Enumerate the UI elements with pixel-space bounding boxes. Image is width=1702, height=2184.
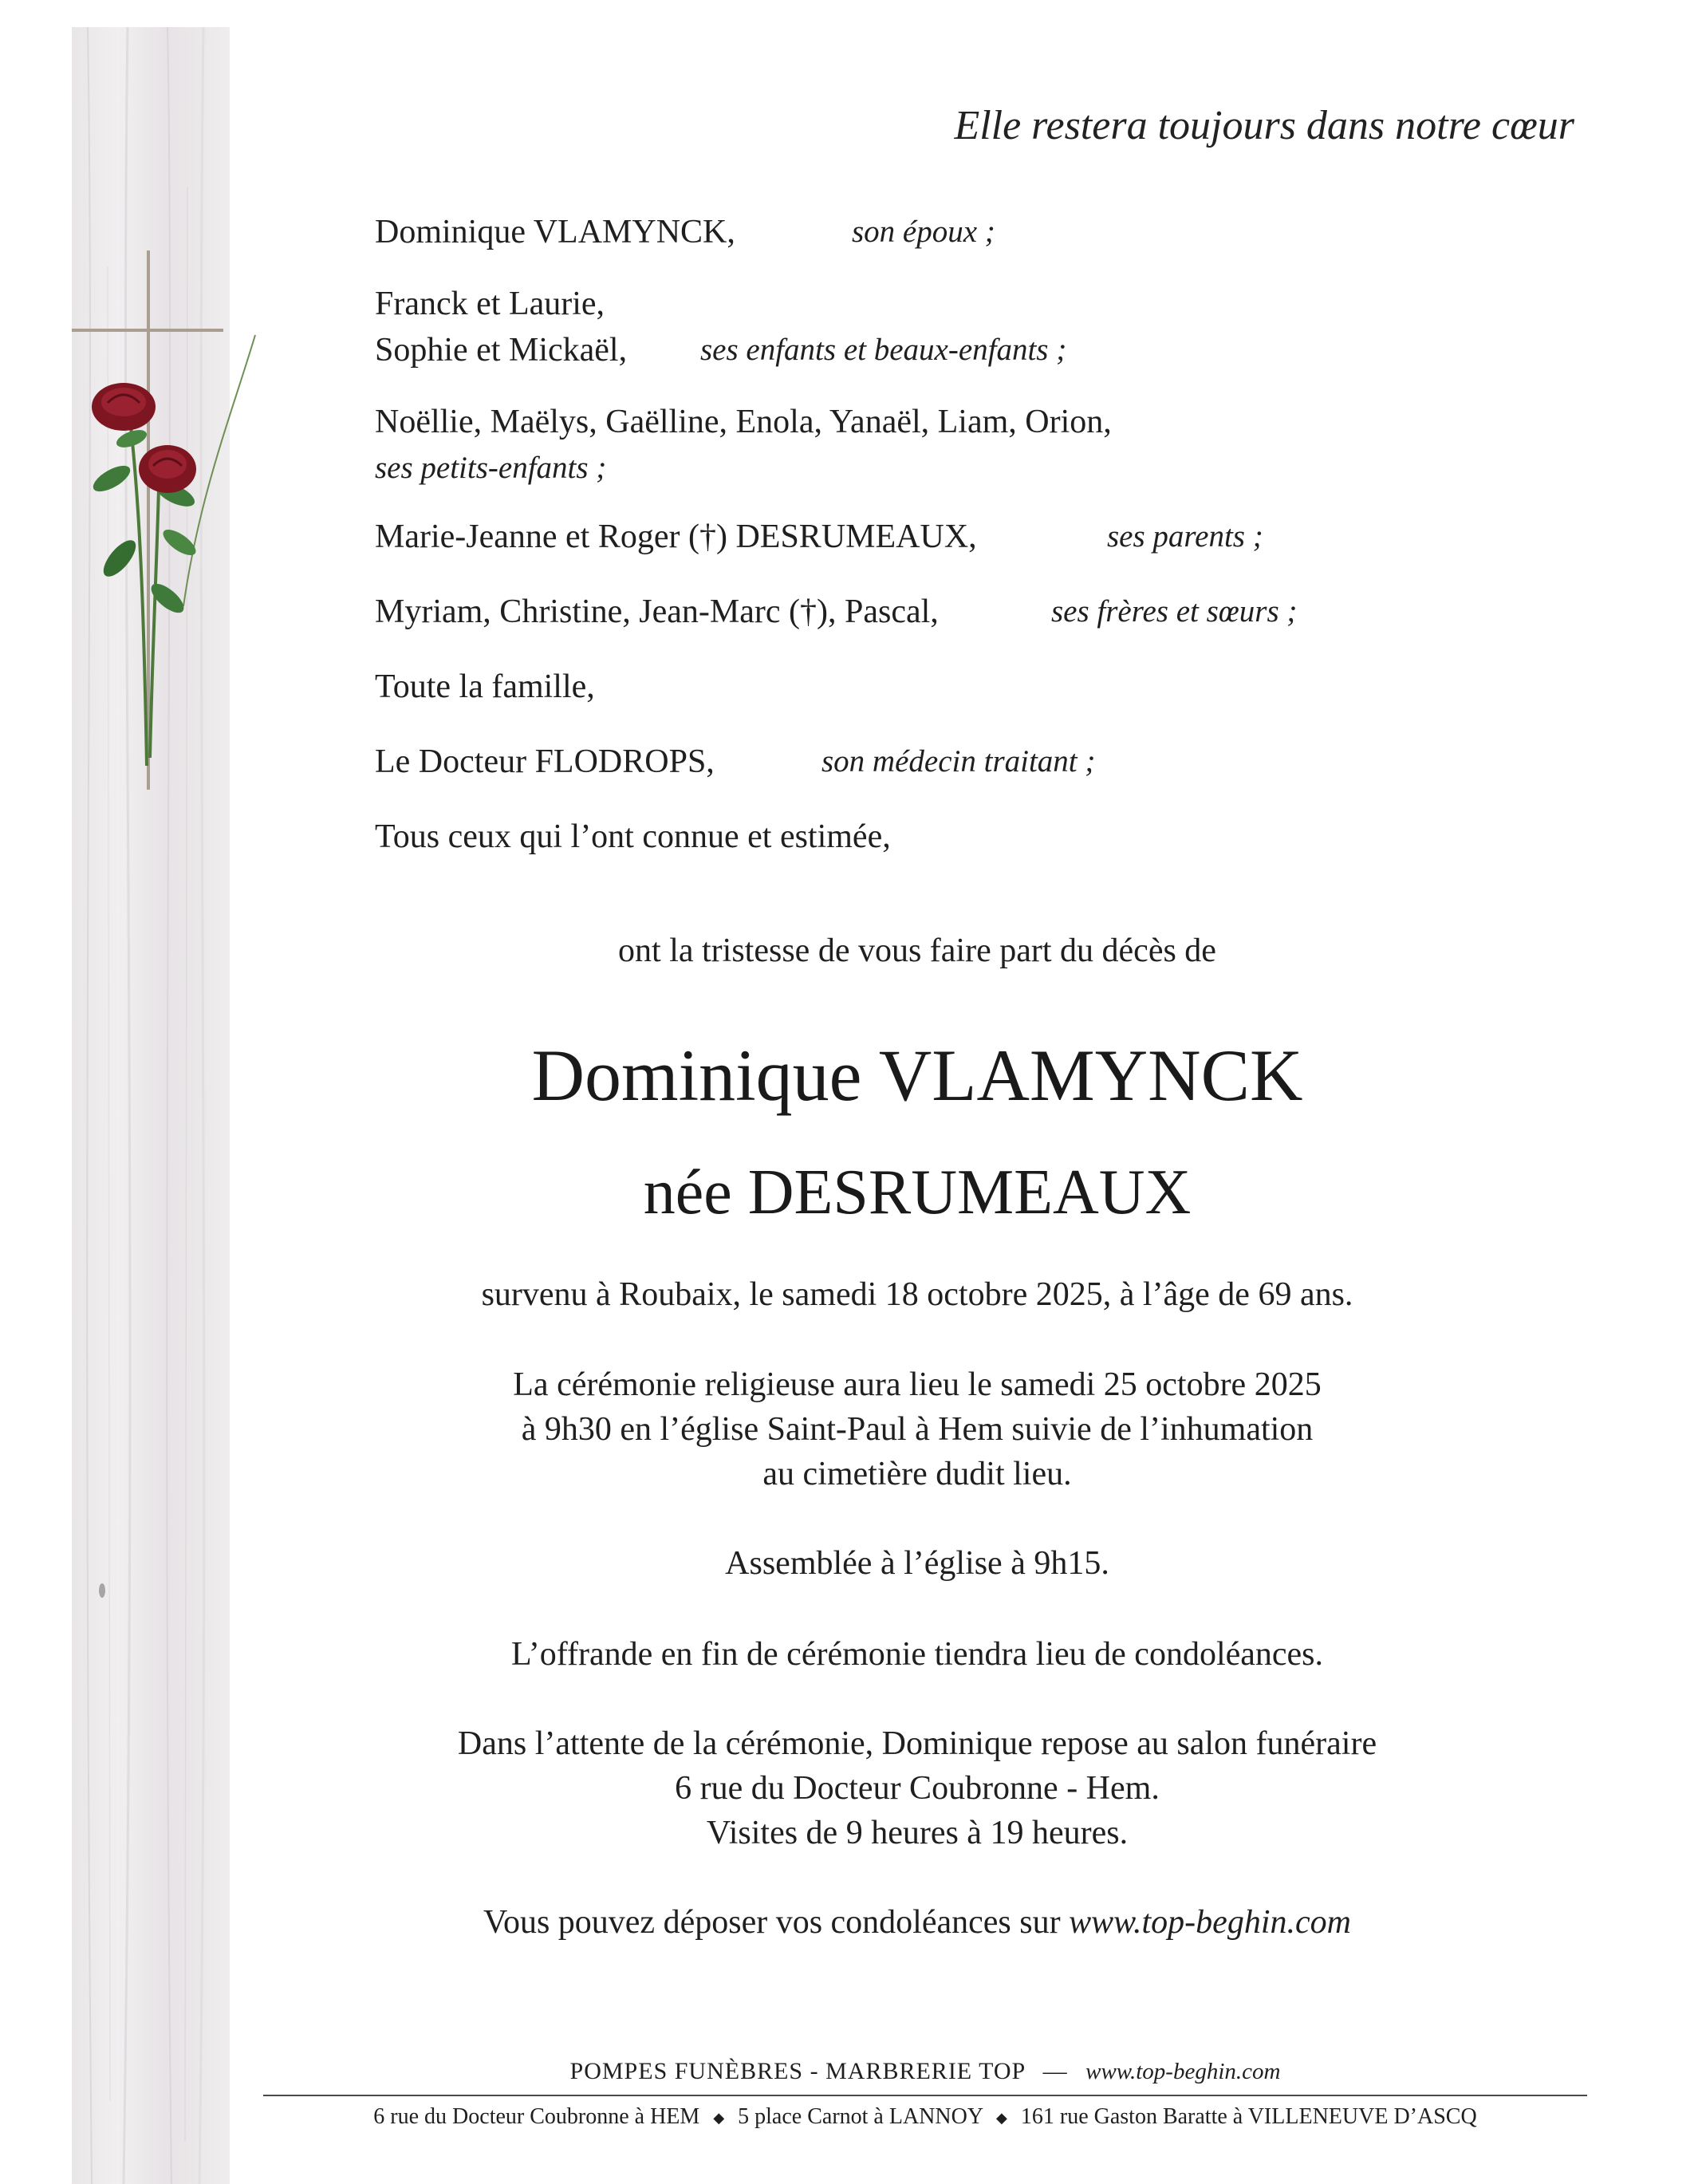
family-row-grandchildren — [375, 399, 1539, 491]
rest-line: 6 rue du Docteur Coubronne - Hem. — [675, 1770, 1160, 1807]
deceased-name: Dominique VLAMYNCK — [531, 1035, 1303, 1116]
family-relation: ses petits-enfants ; — [375, 451, 607, 485]
company-name: POMPES FUNÈBRES - MARBRERIE TOP — [569, 2058, 1026, 2084]
family-relation: ses parents ; — [1107, 519, 1263, 554]
family-names: Noëllie, Maëlys, Gaëlline, Enola, Yanaël, Liam, Orion, — [375, 404, 1112, 440]
address-hem: 6 rue du Docteur Coubronne à HEM — [373, 2104, 700, 2129]
rest-details — [231, 1721, 1603, 1855]
family-names: Toute la famille, — [375, 668, 595, 705]
family-row-others — [375, 814, 1539, 860]
family-row-siblings — [375, 589, 1539, 635]
family-names: Marie-Jeanne et Roger (†) DESRUMEAUX, — [375, 518, 977, 555]
tagline: Elle restera toujours dans notre cœur — [954, 103, 1574, 148]
footer-dash: — — [1042, 2058, 1068, 2084]
ceremony-line: La cérémonie religieuse aura lieu le samedi 25 octobre 2025 — [513, 1366, 1322, 1403]
deceased-maiden-name: née DESRUMEAUX — [643, 1157, 1192, 1228]
family-row-parents — [375, 514, 1539, 560]
address-villeneuve: 161 rue Gaston Baratte à VILLENEUVE D’ASCQ — [1020, 2104, 1477, 2129]
assembly-details: Assemblée à l’église à 9h15. — [725, 1545, 1109, 1582]
footer-company — [263, 2058, 1587, 2085]
death-details: survenu à Roubaix, le samedi 18 octobre 2025, à l’âge de 69 ans. — [481, 1276, 1353, 1313]
family-row-all — [375, 664, 1539, 710]
family-names: Myriam, Christine, Jean-Marc (†), Pascal, — [375, 593, 939, 630]
announcement-text: ont la tristesse de vous faire part du décès de — [618, 932, 1216, 969]
ceremony-line: à 9h30 en l’église Saint-Paul à Hem suivie de l’inhumation — [521, 1411, 1314, 1448]
ceremony-line: au cimetière dudit lieu. — [762, 1456, 1072, 1492]
footer-addresses — [263, 2104, 1587, 2130]
diamond-separator-icon: ◆ — [713, 2110, 725, 2127]
family-row-doctor — [375, 739, 1539, 785]
footer-divider — [263, 2095, 1587, 2096]
rose-icon — [92, 383, 156, 431]
family-relation: ses frères et sœurs ; — [1051, 594, 1298, 629]
ceremony-details — [231, 1362, 1603, 1496]
rest-line: Dans l’attente de la cérémonie, Dominique repose au salon funéraire — [457, 1725, 1377, 1762]
address-lannoy: 5 place Carnot à LANNOY — [738, 2104, 983, 2129]
cross-and-roses-illustration — [64, 239, 271, 814]
diamond-separator-icon: ◆ — [996, 2110, 1007, 2127]
rest-line: Visites de 9 heures à 19 heures. — [706, 1815, 1129, 1851]
condolences-website-link[interactable]: www.top-beghin.com — [1069, 1904, 1351, 1941]
family-list — [375, 209, 1539, 855]
family-names: Le Docteur FLODROPS, — [375, 743, 715, 780]
family-names-second: Sophie et Mickaël, — [375, 332, 628, 369]
family-row-spouse — [375, 209, 1539, 255]
family-relation: son époux ; — [852, 215, 995, 249]
family-relation: son médecin traitant ; — [821, 744, 1096, 779]
family-names: Tous ceux qui l’ont connue et estimée, — [375, 818, 891, 855]
offering-details: L’offrande en fin de cérémonie tiendra lieu de condoléances. — [510, 1636, 1324, 1673]
family-relation: ses enfants et beaux-enfants ; — [700, 333, 1067, 367]
family-names: Dominique VLAMYNCK, — [375, 214, 735, 250]
condolences-text: Vous pouvez déposer vos condoléances sur — [483, 1904, 1061, 1941]
family-names: Franck et Laurie, — [375, 286, 605, 322]
rose-icon — [139, 445, 196, 493]
footer-website-link[interactable]: www.top-beghin.com — [1085, 2059, 1281, 2084]
condolences-line — [231, 1900, 1603, 1945]
family-row-children — [375, 281, 1539, 373]
